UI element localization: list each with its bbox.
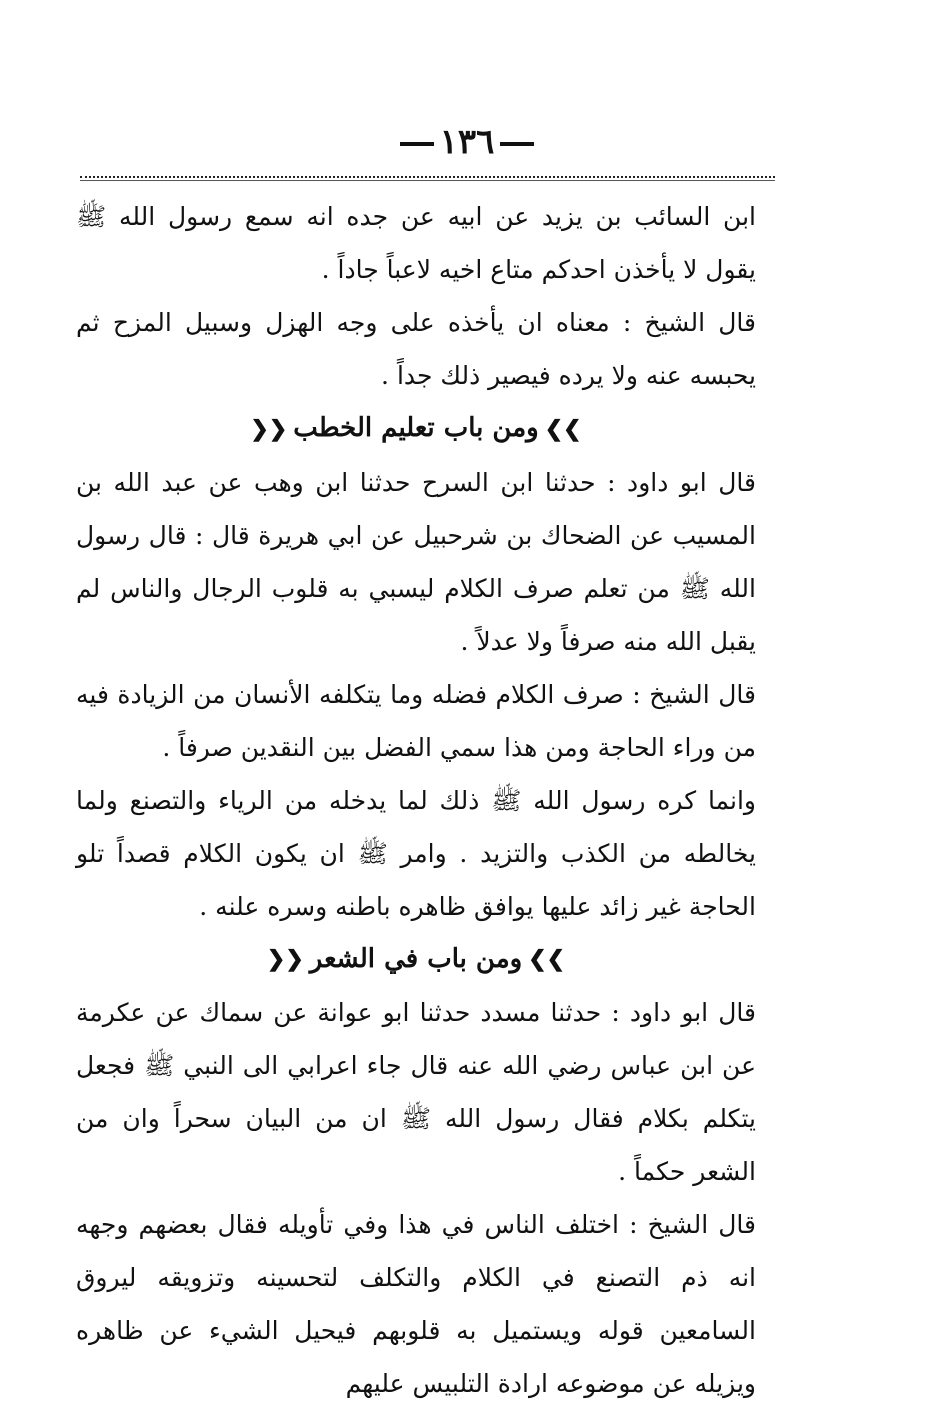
page-number — [0, 122, 934, 162]
ornament-icon: ❮❮ — [250, 415, 288, 442]
ornament-icon: ❮❮ — [266, 946, 304, 972]
page-number-dash-left — [400, 142, 434, 146]
section-heading — [76, 933, 756, 987]
paragraph: وانما كره رسول الله ﷺ ذلك لما يدخله من الرياء والتصنع ولما يخالطه من الكذب والتزيد . وامر ﷺ ان يكون الكلام قصداً تلو الحاجة غير زائد عليها يوافق ظاهره باطنه وسره علنه . — [76, 785, 756, 921]
paragraph: قال ابو داود : حدثنا ابن السرح حدثنا ابن وهب عن عبد الله بن المسيب عن الضحاك بن شرحبيل عن ابي هريرة قال : قال رسول الله ﷺ من تعلم صرف الكلام ليسبي به قلوب الرجال والناس لم يقبل الله منه صرفاً ولا عدلاً . — [76, 467, 756, 656]
paragraph: ابن السائب بن يزيد عن ابيه عن جده انه سمع رسول الله ﷺ يقول لا يأخذن احدكم متاع اخيه لاعباً جاداً . — [76, 202, 756, 284]
paragraph: قال الشيخ : صرف الكلام فضله وما يتكلفه الأنسان من الزيادة فيه من وراء الحاجة ومن هذا سمي الفضل بين النقدين صرفاً . — [76, 679, 756, 762]
paragraph: قال الشيخ : اختلف الناس في هذا وفي تأويله فقال بعضهم وجهه انه ذم التصنع في الكلام والتكلف لتحسينه وتزويقه ليروق السامعين قوله ويستميل به قلوبهم فيحيل الشيء عن ظاهره ويزيله عن موضوعه ارادة التلبيس عليهم — [76, 1210, 756, 1398]
page-number-text: ١٣٦ — [439, 122, 495, 162]
section-heading-text: ومن باب في الشعر — [309, 943, 523, 974]
section-heading — [76, 402, 756, 456]
section-heading-text: ومن باب تعليم الخطب — [293, 413, 539, 443]
page-number-dash-right — [500, 142, 534, 146]
ornament-icon: ❯❯ — [528, 946, 566, 972]
ornament-icon: ❯❯ — [544, 415, 582, 442]
header-rule — [80, 180, 775, 181]
page-body — [76, 190, 756, 1410]
paragraph: قال ابو داود : حدثنا مسدد حدثنا ابو عوانة عن سماك عن عكرمة عن ابن عباس رضي الله عنه قال جاء اعرابي الى النبي ﷺ فجعل يتكلم بكلام فقال رسول الله ﷺ ان من البيان سحراً وان من الشعر حكماً . — [76, 998, 756, 1186]
paragraph: قال الشيخ : معناه ان يأخذه على وجه الهزل وسبيل المزح ثم يحبسه عنه ولا يرده فيصير ذلك جداً . — [76, 308, 756, 390]
header-dotted-rule — [80, 176, 775, 178]
